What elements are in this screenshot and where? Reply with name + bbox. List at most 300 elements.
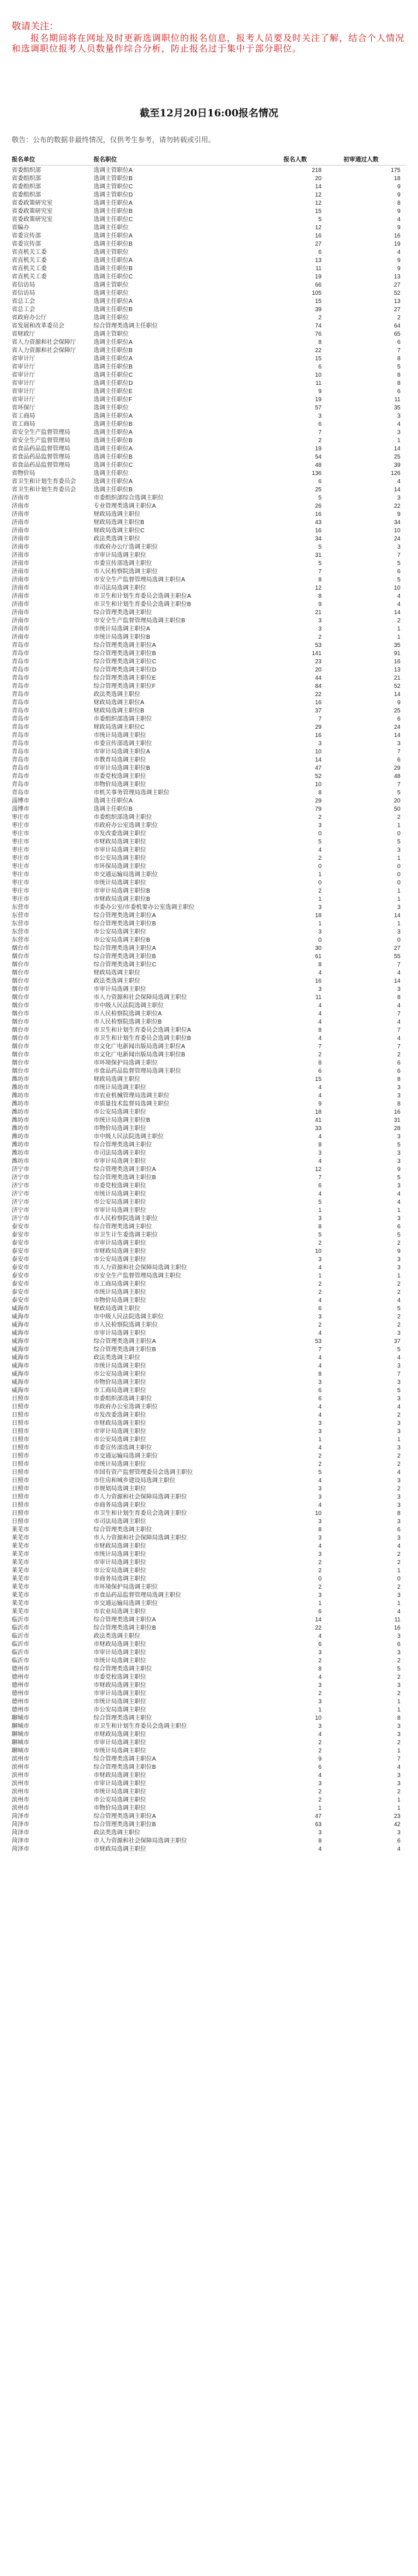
row-position: 选调主任职位C (94, 274, 133, 280)
row-unit: 烟台市 (12, 1068, 29, 1075)
row-applicants: 6 (318, 249, 322, 256)
row-applicants: 1 (318, 1805, 322, 1812)
row-applicants: 6 (318, 1183, 322, 1189)
row-approved: 14 (393, 691, 400, 698)
row-position: 选调主管职位 (94, 331, 129, 338)
row-approved: 8 (397, 200, 400, 206)
row-approved: 7 (397, 1044, 400, 1050)
row-approved: 3 (397, 1502, 400, 1509)
row-position: 市统计局选调主职位B (94, 634, 150, 640)
table-row (12, 1428, 406, 1436)
row-position: 市审计局选调主职位A (94, 749, 150, 755)
row-position: 选调主任职位B (94, 806, 133, 812)
table-row (12, 486, 406, 494)
row-applicants: 8 (318, 962, 322, 968)
table-row (12, 216, 406, 224)
row-position: 市商务局选调主职位 (94, 1576, 146, 1582)
header-applicants: 报名人数 (284, 157, 307, 163)
row-unit: 枣庄市 (12, 847, 29, 853)
row-unit: 省安全生产监督管理局 (12, 429, 70, 436)
row-applicants: 15 (315, 298, 322, 305)
row-approved: 4 (397, 1019, 400, 1025)
row-position: 选调主任职位C (94, 372, 133, 378)
row-applicants: 6 (318, 1068, 322, 1075)
row-position: 市人力资源和社会保障局选调主职位 (94, 994, 187, 1001)
row-applicants: 1 (318, 1600, 322, 1607)
row-applicants: 3 (318, 1494, 322, 1500)
table-row (12, 781, 406, 789)
row-approved: 1 (397, 822, 400, 829)
row-position: 市财政局选调主职位 (94, 1682, 146, 1689)
table-row (12, 871, 406, 879)
row-applicants: 10 (315, 1248, 322, 1255)
row-unit: 滨州市 (12, 1772, 29, 1779)
row-applicants: 9 (318, 601, 322, 608)
row-unit: 日照市 (12, 1502, 29, 1509)
row-position: 政法类选调主职位 (94, 536, 140, 542)
row-unit: 日照市 (12, 1396, 29, 1402)
row-position: 市公安局选调主职位 (94, 1568, 146, 1574)
row-applicants: 9 (318, 388, 322, 395)
row-unit: 泰安市 (12, 1297, 29, 1304)
row-unit: 莱芜市 (12, 1568, 29, 1574)
table-row (12, 1002, 406, 1010)
row-unit: 日照市 (12, 1420, 29, 1427)
row-applicants: 3 (318, 1649, 322, 1656)
row-unit: 泰安市 (12, 1281, 29, 1287)
table-row (12, 1289, 406, 1297)
row-applicants: 0 (318, 1576, 322, 1582)
row-approved: 14 (393, 487, 400, 493)
row-unit: 济南市 (12, 560, 29, 567)
row-position: 市机关事务管理局选调主职位 (94, 790, 170, 796)
row-approved: 3 (397, 1633, 400, 1640)
row-position: 选调主任职位A (94, 413, 133, 419)
row-approved: 3 (397, 1723, 400, 1730)
table-row (12, 1837, 406, 1845)
row-applicants: 4 (318, 1191, 322, 1197)
row-approved: 27 (393, 306, 400, 313)
row-position: 综合管理类选调主职位 (94, 1224, 152, 1230)
row-unit: 济南市 (12, 634, 29, 640)
row-unit: 青岛市 (12, 757, 29, 763)
row-applicants: 16 (315, 528, 322, 534)
row-applicants: 8 (318, 1666, 322, 1672)
row-applicants: 4 (318, 1502, 322, 1509)
table-row (12, 502, 406, 511)
row-applicants: 26 (315, 503, 322, 509)
table-row (12, 1714, 406, 1723)
row-position: 市委宣传部选调主职位 (94, 1445, 152, 1451)
row-applicants: 1 (318, 1207, 322, 1214)
table-row (12, 1788, 406, 1796)
row-approved: 2 (397, 1289, 400, 1296)
table-row (12, 1043, 406, 1051)
table-row (12, 527, 406, 535)
table-row (12, 945, 406, 953)
row-position: 市司法局选调主职位 (94, 585, 146, 591)
row-approved: 4 (397, 249, 400, 256)
table-row (12, 1084, 406, 1092)
row-position: 财政局选调主职位A (94, 700, 144, 706)
row-unit: 济南市 (12, 601, 29, 608)
row-approved: 3 (397, 1649, 400, 1656)
row-applicants: 1 (318, 896, 322, 903)
row-position: 选调主任职位B (94, 347, 133, 354)
row-approved: 13 (393, 274, 400, 280)
table-row (12, 273, 406, 281)
row-unit: 省审计厅 (12, 397, 35, 403)
row-approved: 2 (397, 1453, 400, 1459)
row-approved: 35 (393, 405, 400, 411)
row-approved: 3 (397, 544, 400, 550)
row-position: 综合管理类选调主职位C (94, 962, 157, 968)
table-row (12, 797, 406, 805)
row-position: 市中级人民法院选调主职位 (94, 1134, 164, 1140)
row-unit: 省食品药品监督管理局 (12, 462, 70, 469)
table-row (12, 265, 406, 273)
row-applicants: 41 (315, 1117, 322, 1124)
row-position: 市安全生产监督管理局选调主职位B (94, 618, 185, 624)
table-row (12, 1575, 406, 1583)
table-row (12, 789, 406, 797)
row-unit: 莱芜市 (12, 1576, 29, 1582)
row-approved: 52 (393, 683, 400, 690)
row-unit: 日照市 (12, 1412, 29, 1418)
row-applicants: 1 (318, 921, 322, 927)
row-applicants: 9 (318, 1101, 322, 1107)
row-approved: 7 (397, 962, 400, 968)
row-applicants: 6 (318, 1764, 322, 1771)
row-applicants: 6 (318, 478, 322, 485)
header-approved: 初审通过人数 (343, 157, 379, 163)
row-approved: 3 (397, 1330, 400, 1337)
row-position: 财政局选调主职位C (94, 528, 145, 534)
row-applicants: 37 (315, 708, 322, 714)
row-applicants: 4 (318, 1731, 322, 1738)
row-position: 选调主任职位 (94, 470, 129, 477)
row-approved: 10 (393, 528, 400, 534)
table-row (12, 568, 406, 576)
row-applicants: 2 (318, 634, 322, 640)
table-row (12, 1747, 406, 1755)
table-row (12, 560, 406, 568)
row-unit: 济南市 (12, 577, 29, 583)
table-row (12, 199, 406, 208)
row-applicants: 2 (318, 1052, 322, 1058)
row-unit: 省委政策研究室 (12, 200, 53, 206)
row-approved: 1 (397, 888, 400, 894)
row-position: 市审计局选调主职位 (94, 986, 146, 993)
row-approved: 1 (397, 634, 400, 640)
row-position: 市食品药品监督管理局选调主职位 (94, 1068, 181, 1075)
row-applicants: 4 (318, 1158, 322, 1165)
row-position: 市财政局选调主职位B (94, 896, 150, 903)
row-unit: 青岛市 (12, 741, 29, 747)
row-applicants: 8 (318, 1838, 322, 1844)
row-approved: 42 (393, 1821, 400, 1828)
row-unit: 泰安市 (12, 1224, 29, 1230)
row-approved: 4 (397, 216, 400, 223)
row-unit: 泰安市 (12, 1289, 29, 1296)
row-applicants: 11 (315, 266, 322, 272)
row-applicants: 25 (315, 487, 322, 493)
table-row (12, 822, 406, 830)
row-unit: 省直机关工委 (12, 274, 47, 280)
row-unit: 日照市 (12, 1461, 29, 1468)
row-position: 市审计局选调主职位 (94, 1207, 146, 1214)
row-unit: 青岛市 (12, 642, 29, 649)
row-position: 市统计局选调主职位B (94, 1117, 150, 1124)
table-row (12, 1493, 406, 1501)
row-applicants: 53 (315, 1338, 322, 1345)
row-position: 选调主任职位A (94, 446, 133, 452)
row-applicants: 15 (315, 356, 322, 362)
table-row (12, 936, 406, 945)
row-applicants: 10 (315, 781, 322, 788)
row-unit: 日照市 (12, 1453, 29, 1459)
row-applicants: 2 (318, 1584, 322, 1590)
row-approved: 6 (397, 1224, 400, 1230)
table-row (12, 1305, 406, 1313)
table-row (12, 1354, 406, 1362)
table-row (12, 445, 406, 453)
row-unit: 青岛市 (12, 708, 29, 714)
row-position: 市审计局选调主职位 (94, 1649, 146, 1656)
row-position: 市农业机械管理局选调主职位 (94, 1093, 170, 1099)
row-position: 市公安局选调主职位 (94, 1371, 146, 1377)
row-position: 市环境保护局选调主职位 (94, 1060, 158, 1066)
row-approved: 2 (397, 1674, 400, 1680)
row-applicants: 4 (318, 970, 322, 976)
row-unit: 滨州市 (12, 1764, 29, 1771)
row-position: 选调主管职位 (94, 282, 129, 288)
row-position: 市卫生计生委选调主职位 (94, 1232, 158, 1238)
row-unit: 烟台市 (12, 994, 29, 1001)
table-row (12, 1633, 406, 1641)
row-applicants: 2 (318, 315, 322, 321)
row-unit: 济南市 (12, 552, 29, 559)
table-row (12, 429, 406, 437)
notice-body: 报名期间将在网址及时更新选调职位的报名信息，报考人员要及时关注了解，结合个人情况和选调职位报考人员数量作综合分析，防止报名过于集中于部分职位。 (12, 33, 405, 54)
row-position: 综合管理类选调主职位A (94, 1813, 156, 1820)
row-position: 选调主任职位A (94, 233, 133, 239)
row-applicants: 48 (315, 462, 322, 469)
row-approved: 2 (397, 1584, 400, 1590)
row-unit: 省审计厅 (12, 380, 35, 387)
row-approved: 3 (397, 1420, 400, 1427)
row-unit: 省信访局 (12, 290, 35, 297)
row-position: 综合管理类选调主职位 (94, 1715, 152, 1721)
row-approved: 24 (393, 536, 400, 542)
row-unit: 济南市 (12, 569, 29, 575)
row-approved: 4 (397, 1609, 400, 1615)
row-unit: 青岛市 (12, 650, 29, 657)
row-approved: 6 (397, 1060, 400, 1066)
row-applicants: 2 (318, 438, 322, 444)
table-row (12, 1387, 406, 1395)
table-row (12, 1845, 406, 1854)
row-unit: 枣庄市 (12, 814, 29, 821)
row-approved: 3 (397, 1772, 400, 1779)
row-position: 综合管理类选调主职位A (94, 642, 156, 649)
row-approved: 8 (397, 372, 400, 378)
row-unit: 省环保厅 (12, 405, 35, 411)
table-row (12, 355, 406, 363)
row-applicants: 10 (315, 749, 322, 755)
table-row (12, 584, 406, 593)
row-unit: 省工商局 (12, 421, 35, 428)
row-approved: 21 (393, 675, 400, 681)
row-approved: 4 (397, 593, 400, 600)
row-approved: 91 (393, 650, 400, 657)
row-position: 市财政局选调主职位 (94, 1641, 146, 1648)
row-position: 市物价局选调主职位 (94, 1379, 146, 1386)
row-unit: 济宁市 (12, 1166, 29, 1173)
row-unit: 东营市 (12, 937, 29, 943)
row-applicants: 18 (315, 1109, 322, 1115)
row-approved: 5 (397, 577, 400, 583)
row-approved: 5 (397, 1142, 400, 1148)
row-approved: 3 (397, 1265, 400, 1271)
row-applicants: 20 (315, 175, 322, 182)
row-unit: 济宁市 (12, 1175, 29, 1181)
row-applicants: 2 (318, 1797, 322, 1803)
row-unit: 威海市 (12, 1338, 29, 1345)
table-row (12, 1215, 406, 1223)
row-position: 市人力资源和社会保障局选调主职位 (94, 1535, 187, 1541)
table-body (12, 167, 406, 1854)
table-row (12, 928, 406, 936)
table-row (12, 1706, 406, 1714)
table-row (12, 306, 406, 314)
row-approved: 18 (393, 175, 400, 182)
row-applicants: 7 (318, 1175, 322, 1181)
row-unit: 烟台市 (12, 1035, 29, 1042)
row-position: 市交通运输局选调主职位 (94, 1600, 158, 1607)
row-position: 市农业局选调主职位 (94, 1609, 146, 1615)
row-approved: 5 (397, 1387, 400, 1394)
row-applicants: 5 (318, 544, 322, 550)
row-unit: 省食品药品监督管理局 (12, 454, 70, 460)
row-applicants: 5 (318, 495, 322, 501)
table-row (12, 1452, 406, 1461)
row-applicants: 1 (318, 872, 322, 878)
table-row (12, 519, 406, 527)
row-position: 市物价局选调主职位 (94, 1805, 146, 1812)
table-row (12, 1321, 406, 1330)
row-approved: 4 (397, 1003, 400, 1009)
row-approved: 8 (397, 1101, 400, 1107)
row-unit: 济南市 (12, 528, 29, 534)
row-applicants: 15 (315, 208, 322, 215)
row-unit: 日照市 (12, 1428, 29, 1435)
table-row (12, 732, 406, 740)
table-row (12, 175, 406, 183)
row-position: 综合管理类选调主职位B (94, 1625, 156, 1631)
row-approved: 2 (397, 1281, 400, 1287)
table-row (12, 683, 406, 691)
row-applicants: 30 (315, 945, 322, 952)
row-applicants: 3 (318, 1420, 322, 1427)
row-approved: 29 (393, 765, 400, 772)
table-row (12, 1755, 406, 1764)
row-unit: 枣庄市 (12, 839, 29, 845)
row-approved: 3 (397, 1478, 400, 1484)
table-row (12, 1370, 406, 1379)
table-row (12, 224, 406, 232)
table-row (12, 314, 406, 322)
table-row (12, 1673, 406, 1682)
row-approved: 3 (397, 1183, 400, 1189)
row-applicants: 66 (315, 282, 322, 288)
row-applicants: 4 (318, 1404, 322, 1410)
row-approved: 28 (393, 1125, 400, 1132)
row-approved: 4 (397, 1404, 400, 1410)
row-position: 市商务局选调主职位 (94, 1502, 146, 1509)
row-approved: 9 (397, 257, 400, 264)
table-row (12, 535, 406, 543)
row-position: 市统计局选调主职位 (94, 1461, 146, 1468)
row-approved: 3 (397, 1084, 400, 1091)
row-position: 市交通运输局选调主职位 (94, 872, 158, 878)
row-unit: 日照市 (12, 1469, 29, 1476)
row-unit: 青岛市 (12, 659, 29, 665)
row-position: 市财政局选调主职位 (94, 1772, 146, 1779)
row-position: 市质量技术监督局选调主职位 (94, 1101, 170, 1107)
row-unit: 济南市 (12, 626, 29, 632)
row-position: 财政局选调主职位B (94, 519, 144, 526)
row-position: 市工商局选调主职位 (94, 1387, 146, 1394)
row-position: 选调主管职位A (94, 167, 133, 174)
row-unit: 潍坊市 (12, 1101, 29, 1107)
row-applicants: 4 (318, 1412, 322, 1418)
row-approved: 9 (397, 1166, 400, 1173)
row-position: 市环境保护局选调主职位 (94, 1584, 158, 1590)
row-applicants: 4 (318, 1134, 322, 1140)
table-row (12, 994, 406, 1002)
row-approved: 2 (397, 1559, 400, 1566)
row-position: 选调主管职位C (94, 184, 133, 190)
row-position: 选调主任职位B (94, 421, 133, 428)
table-row (12, 969, 406, 977)
row-position: 综合管理类选调主职位 (94, 1142, 152, 1148)
row-approved: 2 (397, 1551, 400, 1558)
row-approved: 55 (393, 953, 400, 960)
row-applicants: 4 (318, 1330, 322, 1337)
row-approved: 3 (397, 1256, 400, 1263)
row-applicants: 8 (318, 1224, 322, 1230)
table-row (12, 764, 406, 773)
row-unit: 济宁市 (12, 1215, 29, 1222)
row-unit: 青岛市 (12, 724, 29, 731)
table-row (12, 912, 406, 920)
row-position: 选调主任职位A (94, 798, 133, 804)
table-row (12, 1035, 406, 1043)
row-applicants: 8 (318, 1027, 322, 1034)
table-row (12, 1207, 406, 1215)
row-position: 综合管理类选调主职位B (94, 921, 156, 927)
table-row (12, 1698, 406, 1706)
row-approved: 6 (397, 1838, 400, 1844)
table-row (12, 1542, 406, 1551)
row-position: 市审计局选调主职位 (94, 552, 146, 559)
row-approved: 5 (397, 560, 400, 567)
row-unit: 聊城市 (12, 1740, 29, 1746)
row-position: 市财政局选调主职位 (94, 1543, 146, 1549)
row-applicants: 2 (318, 1658, 322, 1664)
row-unit: 莱芜市 (12, 1551, 29, 1558)
